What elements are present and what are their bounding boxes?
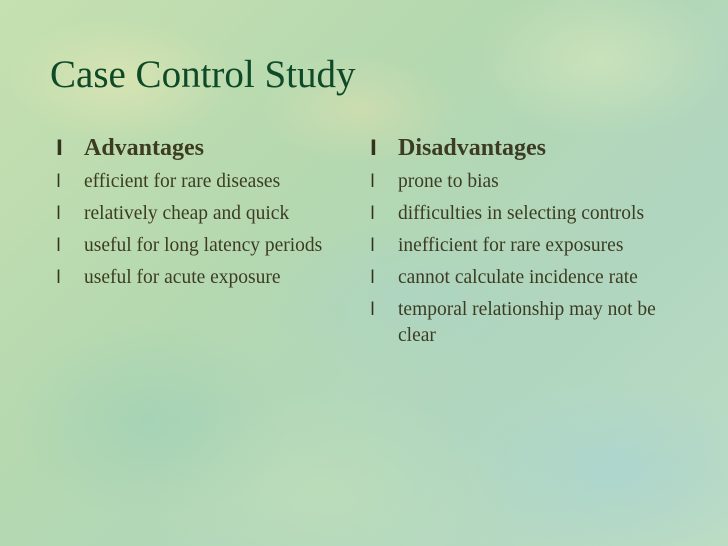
list-item-text: relatively cheap and quick xyxy=(84,203,290,224)
advantages-heading-item xyxy=(56,131,348,165)
list-item xyxy=(370,265,670,291)
list-item xyxy=(56,169,348,195)
list-item xyxy=(370,201,670,227)
disadvantages-heading-item xyxy=(370,131,670,165)
bullet-icon: l xyxy=(56,267,62,288)
list-item xyxy=(370,297,670,349)
list-item xyxy=(56,201,348,227)
bullet-icon: l xyxy=(56,136,63,160)
list-item xyxy=(56,265,348,291)
bullet-icon: l xyxy=(370,171,376,192)
list-item xyxy=(56,233,348,259)
bullet-icon: l xyxy=(56,235,62,256)
list-item xyxy=(370,233,670,259)
slide-title: Case Control Study xyxy=(50,53,356,96)
list-item-text: inefficient for rare exposures xyxy=(398,235,624,256)
list-item-text: difficulties in selecting controls xyxy=(398,203,645,224)
bullet-icon: l xyxy=(370,235,376,256)
bullet-icon: l xyxy=(56,203,62,224)
bullet-icon: l xyxy=(370,299,376,320)
list-item-text: prone to bias xyxy=(398,171,499,192)
list-item xyxy=(370,169,670,195)
bullet-icon: l xyxy=(370,203,376,224)
disadvantages-heading: Disadvantages xyxy=(398,135,547,161)
list-item-text: temporal relationship may not be clear xyxy=(398,299,656,346)
list-item-text: efficient for rare diseases xyxy=(84,171,281,192)
list-item-text: useful for acute exposure xyxy=(84,267,281,288)
list-item-text: cannot calculate incidence rate xyxy=(398,267,638,288)
disadvantages-column xyxy=(370,131,670,355)
bullet-icon: l xyxy=(370,136,377,160)
advantages-column xyxy=(56,131,348,297)
bullet-icon: l xyxy=(56,171,62,192)
bullet-icon: l xyxy=(370,267,376,288)
advantages-heading: Advantages xyxy=(84,135,205,161)
list-item-text: useful for long latency periods xyxy=(84,235,323,256)
